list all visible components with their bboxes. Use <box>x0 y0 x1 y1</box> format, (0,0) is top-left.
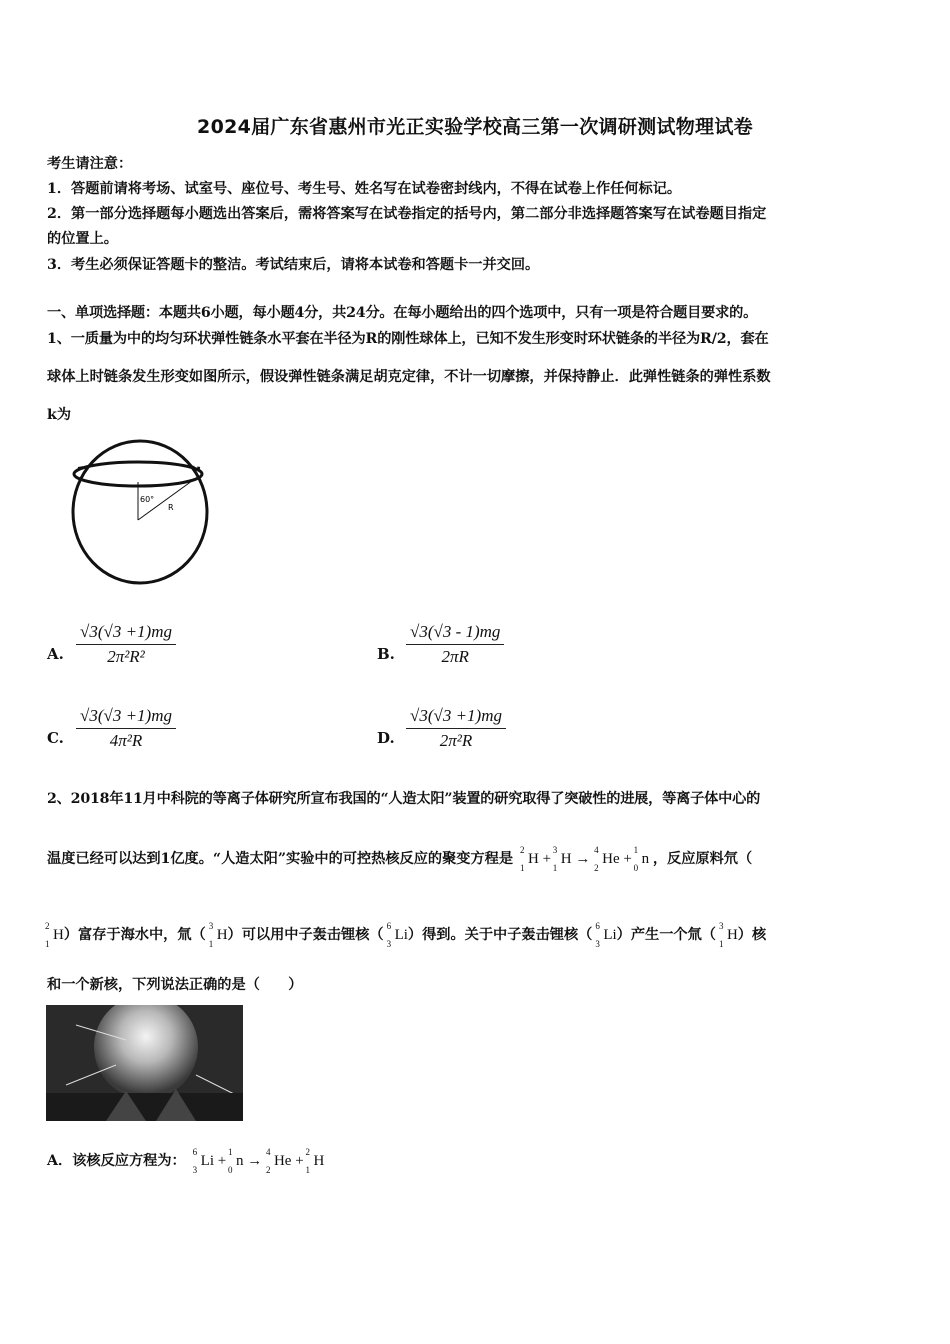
numerator: √3(√3 +1)mg <box>76 622 176 645</box>
question-2-option-a[interactable]: A．该核反应方程为： 6 3 Li + 1 0 n → 4 2 He + 2 1 H <box>47 1147 325 1175</box>
section-heading: 一、单项选择题：本题共6小题，每小题4分，共24分。在每小题给出的四个选项中，只有一项是符合题目要求的。 <box>47 305 758 321</box>
denominator: 2π²R² <box>107 647 145 666</box>
option-c-label: C. <box>47 729 64 747</box>
numerator: √3(√3 +1)mg <box>76 706 176 729</box>
option-b-label: B. <box>377 645 395 663</box>
page-title: 2024届广东省惠州市光正实验学校高三第一次调研测试物理试卷 <box>197 116 753 138</box>
plasma-photo <box>46 1005 243 1121</box>
notice-heading: 考生请注意： <box>47 156 133 172</box>
notice-item: 3．考生必须保证答题卡的整洁。考试结束后，请将本试卷和答题卡一并交回。 <box>47 257 540 273</box>
option-d-label: D. <box>377 729 395 747</box>
question-1-text: 球体上时链条发生形变如图所示，假设弹性链条满足胡克定律，不计一切摩擦，并保持静止．此弹性链条的弹性系数 <box>47 369 771 385</box>
option-a-text: A．该核反应方程为： <box>47 1153 186 1169</box>
notice-item: 2．第一部分选择题每小题选出答案后，需将答案写在试卷指定的括号内，第二部分非选择题答案写在试卷题目指定 <box>47 206 767 222</box>
option-b-formula[interactable] <box>406 622 504 667</box>
radius-label: R <box>168 503 174 512</box>
numerator: √3(√3 +1)mg <box>406 706 506 729</box>
question-2-text: 2、2018年11月中科院的等离子体研究所宣布我国的“人造太阳”装置的研究取得了突破性的进展，等离子体中心的 <box>47 791 761 807</box>
option-a-formula[interactable] <box>76 622 176 667</box>
question-2-text: 和一个新核，下列说法正确的是（ ） <box>47 977 303 993</box>
option-c-formula[interactable] <box>76 706 176 751</box>
notice-item: 的位置上。 <box>47 231 118 247</box>
denominator: 4π²R <box>109 731 143 750</box>
question-1-text: 1、一质量为中的均匀环状弹性链条水平套在半径为R的刚性球体上，已知不发生形变时环状链条的半径为R/2，套在 <box>47 331 769 347</box>
denominator: 2π²R <box>439 731 473 750</box>
option-a-label: A. <box>47 645 64 663</box>
option-d-formula[interactable] <box>406 706 506 751</box>
sphere-ring-figure <box>60 432 220 592</box>
numerator: √3(√3 - 1)mg <box>406 622 504 645</box>
denominator: 2πR <box>441 647 469 666</box>
angle-label: 60° <box>140 495 155 504</box>
question-2-text: 2 1 H）富存于海水中，氚（ 3 1 H）可以用中子轰击锂核（ 6 3 Li）得到。关于中子轰击锂核（ 6 3 Li）产生一个氚（ 3 1 H）核 <box>45 921 767 949</box>
question-1-text: k为 <box>47 407 72 423</box>
notice-item: 1．答题前请将考场、试室号、座位号、考生号、姓名写在试卷密封线内，不得在试卷上作任何标记。 <box>47 181 682 197</box>
question-2-text: 温度已经可以达到1亿度。“人造太阳”实验中的可控热核反应的聚变方程是 2 1 H + 3 1 H → 4 2 He + 1 0 n ，反应原料氘（ <box>47 845 753 873</box>
